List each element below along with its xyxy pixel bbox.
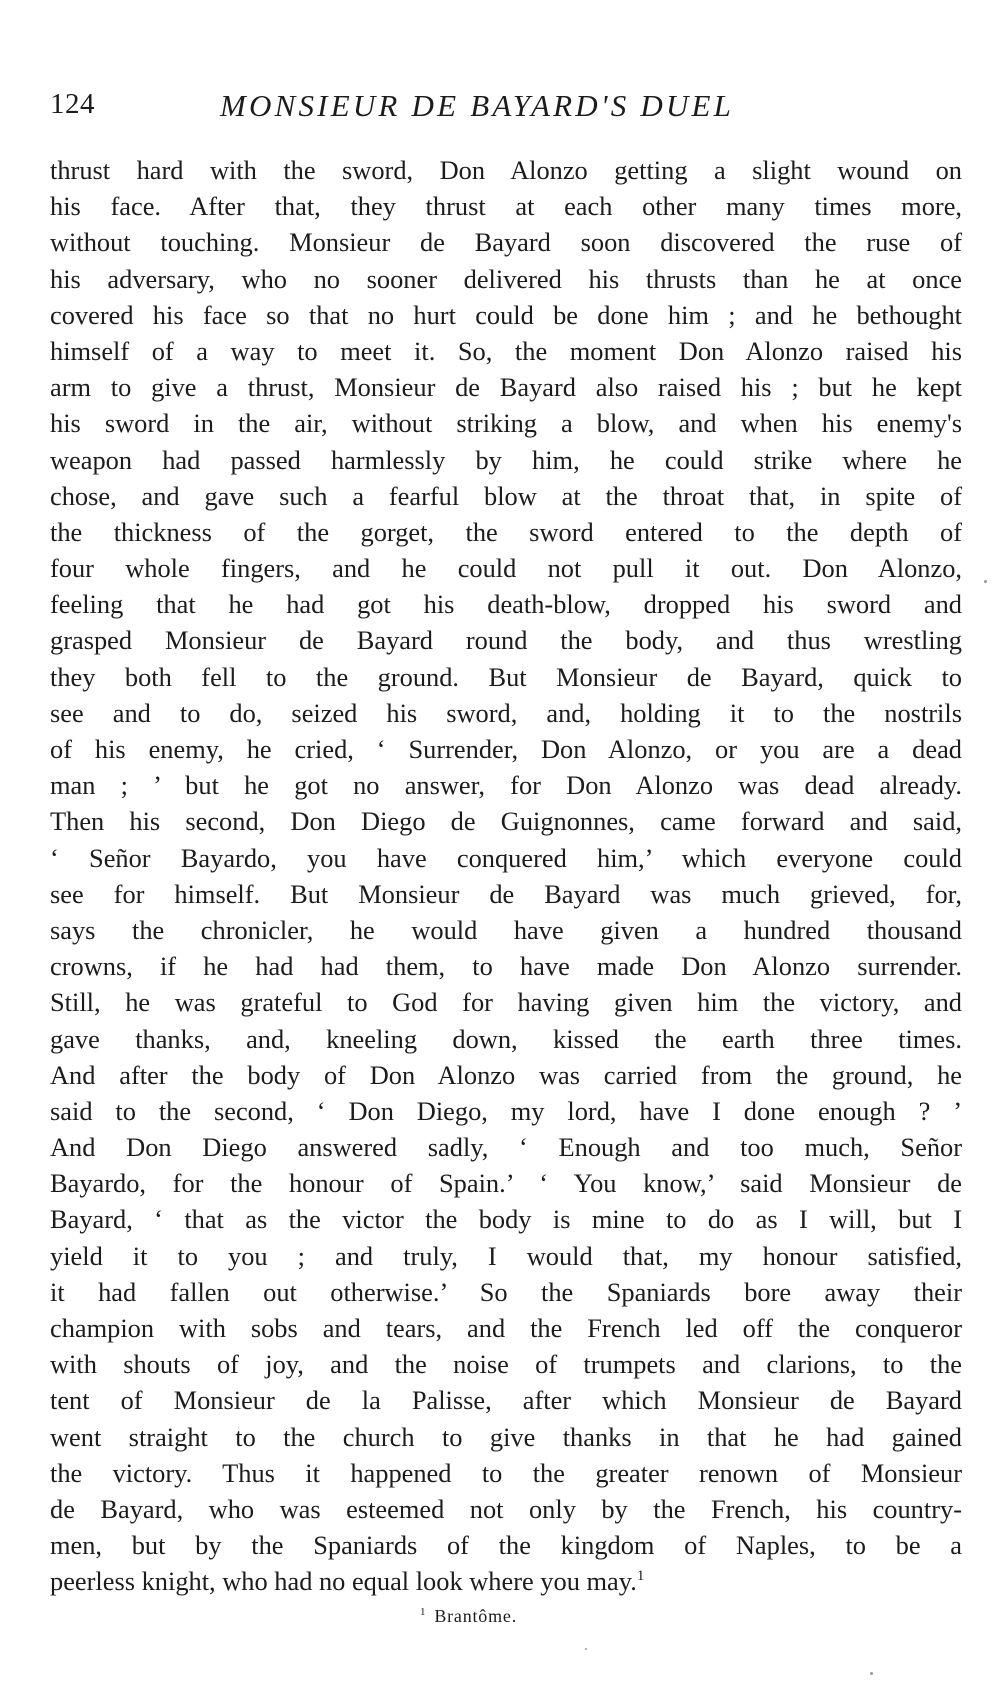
text-line: de Bayard, who was esteemed not only by the French, his country- <box>50 1493 962 1524</box>
text-line: crowns, if he had had them, to have made Don Alonzo surrender. <box>50 951 962 982</box>
text-line-last <box>50 1563 962 1599</box>
text-line: his face. After that, they thrust at each other many times more, <box>50 191 962 222</box>
footnote-number: 1 <box>420 1606 427 1618</box>
text-line: said to the second, ‘ Don Diego, my lord, have I done enough ? ’ <box>50 1095 962 1126</box>
text-line: of his enemy, he cried, ‘ Surrender, Don Alonzo, or you are a dead <box>50 734 962 764</box>
text-line: feeling that he had got his death-blow, dropped his sword and <box>50 589 962 620</box>
text-line: ‘ Señor Bayardo, you have conquered him,’ which everyone could <box>50 842 962 873</box>
paper-speck <box>870 1672 873 1675</box>
text-line: And after the body of Don Alonzo was carried from the ground, he <box>50 1059 962 1090</box>
text-line: it had fallen out otherwise.’ So the Spaniards bore away their <box>50 1276 962 1307</box>
text-line: man ; ’ but he got no answer, for Don Alonzo was dead already. <box>50 770 962 801</box>
page-number: 124 <box>50 88 95 120</box>
footnote-text: Brantôme. <box>434 1606 517 1626</box>
text-line: gave thanks, and, kneeling down, kissed the earth three times. <box>50 1023 962 1054</box>
text-line: without touching. Monsieur de Bayard soon discovered the ruse of <box>50 227 962 258</box>
text-line: Then his second, Don Diego de Guignonnes, came forward and said, <box>50 806 962 837</box>
text-line: grasped Monsieur de Bayard round the body, and thus wrestling <box>50 625 962 656</box>
text-line: went straight to the church to give thanks in that he had gained <box>50 1421 962 1452</box>
text-line: says the chronicler, he would have given a hundred thousand <box>50 914 962 945</box>
text-line: see and to do, seized his sword, and, holding it to the nostrils <box>50 697 962 728</box>
text-line: himself of a way to meet it. So, the moment Don Alonzo raised his <box>50 335 962 366</box>
text-line: the thickness of the gorget, the sword entered to the depth of <box>50 516 962 547</box>
body-text <box>50 152 962 1600</box>
paper-speck <box>585 1648 587 1650</box>
paper-speck <box>984 580 987 583</box>
text-line: his adversary, who no sooner delivered his thrusts than he at once <box>50 263 962 294</box>
running-head <box>50 88 955 132</box>
text-line: with shouts of joy, and the noise of trumpets and clarions, to the <box>50 1349 962 1380</box>
text-line: arm to give a thrust, Monsieur de Bayard also raised his ; but he kept <box>50 372 962 403</box>
text-line: Bayardo, for the honour of Spain.’ ‘ You know,’ said Monsieur de <box>50 1168 962 1199</box>
text-line: peerless knight, who had no equal look where you may. <box>50 1566 637 1597</box>
text-line: covered his face so that no hurt could be done him ; and he bethought <box>50 299 962 330</box>
text-line: weapon had passed harmlessly by him, he could strike where he <box>50 444 962 475</box>
text-line: thrust hard with the sword, Don Alonzo getting a slight wound on <box>50 155 962 185</box>
text-line: chose, and gave such a fearful blow at the throat that, in spite of <box>50 480 962 511</box>
running-title: MONSIEUR DE BAYARD'S DUEL <box>220 88 735 123</box>
text-line: Bayard, ‘ that as the victor the body is mine to do as I will, but I <box>50 1204 962 1235</box>
footnote-marker: 1 <box>636 1568 645 1585</box>
text-line: his sword in the air, without striking a blow, and when his enemy's <box>50 408 962 439</box>
text-line: they both fell to the ground. But Monsieur de Bayard, quick to <box>50 661 962 692</box>
text-line: see for himself. But Monsieur de Bayard was much grieved, for, <box>50 878 962 909</box>
text-line: men, but by the Spaniards of the kingdom of Naples, to be a <box>50 1530 962 1561</box>
footnote <box>420 1606 517 1627</box>
text-line: four whole fingers, and he could not pull it out. Don Alonzo, <box>50 553 962 584</box>
text-line: Still, he was grateful to God for having given him the victory, and <box>50 987 962 1018</box>
text-line: the victory. Thus it happened to the greater renown of Monsieur <box>50 1457 962 1488</box>
text-line: yield it to you ; and truly, I would that, my honour satisfied, <box>50 1240 962 1271</box>
text-line: tent of Monsieur de la Palisse, after which Monsieur de Bayard <box>50 1385 962 1416</box>
text-line: champion with sobs and tears, and the French led off the conqueror <box>50 1313 962 1343</box>
text-line: And Don Diego answered sadly, ‘ Enough and too much, Señor <box>50 1132 962 1163</box>
